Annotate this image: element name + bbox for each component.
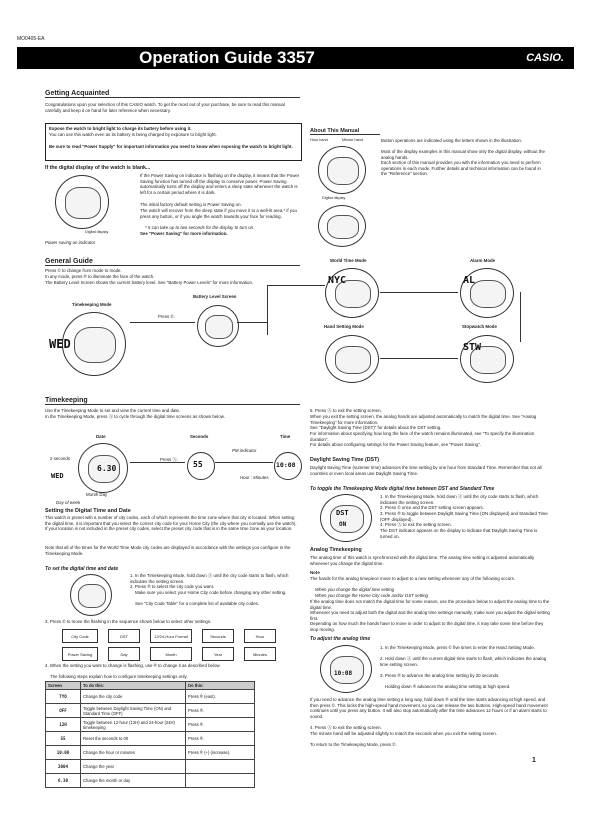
blank-note: * It can take up to two seconds for the display to turn on. bbox=[145, 225, 255, 230]
timekeeping-heading: Timekeeping bbox=[45, 397, 300, 405]
label-timekeeping-mode: Timekeeping Mode bbox=[72, 302, 112, 307]
arrow-to-wt bbox=[267, 285, 325, 286]
table-row bbox=[46, 774, 255, 788]
dst-sub-heading: To toggle the Timekeeping Mode digital time between DST and Standard Time bbox=[310, 486, 495, 492]
note-1a: When you change the digital time setting bbox=[315, 587, 395, 592]
watch-battery-screen bbox=[197, 305, 239, 347]
setting-step-4a: The following steps explain how to configure timekeeping settings only. bbox=[50, 674, 188, 679]
label-minute-hand: Minute hand bbox=[342, 138, 363, 142]
watch-time-screen bbox=[274, 452, 302, 480]
blank-bullet-1: The initial factory default setting is Power Saving on. bbox=[140, 202, 242, 207]
adjust-step-3b: If you need to advance the analog time setting a long way, hold down ® until the time starts advancing at high speed, and then press ©. This locks the high-speed hand movement, so you can release the two buttons. High-speed hand movement continues until you press any button. It will also stop automatically after the time advances 12 hours or if an alarm starts to sound. bbox=[310, 697, 548, 719]
adjust-step-4a: The minute hand will be adjusted slightly to match the seconds when you exit the setting screen. bbox=[310, 731, 497, 736]
getting-intro: Congratulations upon your selection of this CASIO watch. To get the most out of your purchase, be sure to read this manual carefully and keep it on hand for later reference when necessary. bbox=[45, 102, 285, 113]
watch-adjust-analog bbox=[320, 645, 372, 693]
general-bullet-1: Press © to change from mode to mode. bbox=[45, 268, 122, 273]
label-hour-minutes: Hour : Minutes bbox=[240, 475, 269, 480]
setting-step-4: 4. When the setting you want to change is flashing, use ® to change it as described below. bbox=[45, 663, 221, 668]
note-4: Depending on how much the hands have to move in order to adjust to the digital time, it may take some time before they stop moving. bbox=[310, 621, 544, 632]
table-cell-dothis: Press ® (+) (increase). bbox=[186, 746, 255, 760]
general-heading: General Guide bbox=[45, 258, 300, 266]
blank-text: If the Power Saving on indicator is flashing on the display, it means that the Power Saving function has turned off the display to conserve power. Power Saving automatically turns off the display and enters a sleep state whenever the watch is left for a certain period where it is dark. bbox=[140, 173, 300, 195]
adjust-step-2: 2. Hold down Ⓐ until the current digital time starts to flash, which indicates the analog time setting screen. bbox=[380, 656, 547, 667]
lcd-dst-on: ON bbox=[339, 521, 347, 528]
about-bullet-3: Each section of this manual provides you with the information you need to perform operations in each mode. Further details and technical information can be found in the "Reference" section. bbox=[381, 160, 541, 177]
arrow-sw-to-hs bbox=[380, 358, 458, 359]
table-cell-screen: OFF bbox=[46, 704, 81, 718]
label-digital-display: Digital display bbox=[85, 230, 109, 234]
seq-bot-3: Month bbox=[150, 647, 192, 661]
page-title: Operation Guide 3357 bbox=[139, 48, 315, 67]
table-cell-dothis: Press ®. bbox=[186, 718, 255, 732]
watch-illustration-about bbox=[318, 146, 366, 194]
table-cell-dothis: Press ® (east). bbox=[186, 690, 255, 704]
table-cell-todo: Change the hour or minutes bbox=[81, 746, 186, 760]
note-1b: When you change the Home City code and/or DST setting bbox=[315, 593, 428, 598]
label-power-saving-indicator: Power saving on indicator bbox=[45, 240, 96, 245]
label-press-c: Press ©. bbox=[158, 314, 175, 319]
setting-sub-heading: To set the digital time and date bbox=[45, 566, 119, 572]
watch-alarm bbox=[460, 268, 514, 318]
lcd-time: 10:08 bbox=[276, 461, 296, 469]
connector-line bbox=[237, 322, 267, 323]
table-row bbox=[46, 746, 255, 760]
note-1: The hands for the analog timepiece move to adjust to a new setting whenever any of the following occurs. bbox=[310, 576, 516, 581]
label-2-seconds: 2 seconds bbox=[50, 456, 71, 461]
watch-world-time bbox=[325, 268, 379, 318]
page-number: 1 bbox=[532, 757, 536, 764]
about-bullet-1: Button operations are indicated using the letters shown in the illustration. bbox=[381, 138, 523, 143]
right-bullet-4: For details about configuring settings for the Power Saving feature, see "Power Saving". bbox=[310, 442, 481, 447]
seq-bot-4: Year bbox=[202, 647, 234, 661]
dst-text: Daylight Saving Time (summer time) advances the time setting by one hour from Standard Time. Remember that not all countries or even local areas use Daylight Saving Time. bbox=[310, 465, 542, 476]
seq-bot-2: Day bbox=[108, 647, 140, 661]
watch-illustration-about-2 bbox=[318, 205, 366, 247]
seq-top-1: City Code bbox=[62, 629, 98, 643]
connector-right bbox=[520, 292, 521, 342]
adjust-step-4b: To return to the Timekeeping Mode, press ©. bbox=[310, 742, 397, 747]
label-stopwatch-mode: Stopwatch Mode bbox=[462, 324, 497, 329]
watch-stopwatch bbox=[460, 335, 514, 383]
table-cell-todo: Change the city code bbox=[81, 690, 186, 704]
arrow-to-battery bbox=[130, 322, 195, 323]
arrow-date-to-seconds bbox=[130, 462, 185, 463]
lcd-world-time: NYC bbox=[328, 275, 347, 286]
right-bullet-3: For information about specifying how long the face of the watch remains illuminated, see "To specify the illumination duration". bbox=[310, 431, 535, 442]
adjust-step-4: 4. Press Ⓐ to exit the setting screen. bbox=[310, 725, 382, 730]
table-header-screen: Screen bbox=[46, 682, 81, 690]
table-cell-dothis bbox=[186, 774, 255, 788]
label-day-of-week: Day of week bbox=[56, 500, 81, 505]
lcd-dst: DST bbox=[336, 509, 349, 517]
table-cell-screen: 55 bbox=[46, 732, 81, 746]
label-hour-hand: Hour hand bbox=[310, 138, 328, 142]
label-pm-indicator: PM indicator bbox=[232, 448, 257, 453]
table-header-dothis: Do this: bbox=[186, 682, 255, 690]
label-press-a: Press Ⓐ. bbox=[160, 457, 179, 462]
dst-step-2: 2. Press © once and the DST setting screen appears. bbox=[380, 505, 484, 510]
table-header-row bbox=[46, 682, 255, 690]
seq-top-2: DST bbox=[108, 629, 140, 643]
note-3: Whenever you need to adjust both the digital and the analog time settings manually, make sure you adjust the digital setting first. bbox=[310, 610, 550, 621]
note-2: If the analog time does not match the digital time for some reason, use the procedure below to adjust the analog time to the digital time. bbox=[310, 599, 550, 610]
seq-top-5: Hour bbox=[244, 629, 276, 643]
note-label: Note bbox=[310, 570, 320, 575]
dst-step-5: The DST indicator appears on the display to indicate that Daylight Saving Time is turned on. bbox=[380, 528, 538, 539]
analog-heading: Analog Timekeeping bbox=[310, 547, 362, 553]
seq-top-4: Seconds bbox=[202, 629, 234, 643]
watch-illustration-power-saving bbox=[55, 175, 109, 229]
adjust-step-3: 3. Press ® to advance the analog time setting by 20 seconds. bbox=[380, 673, 500, 678]
label-about-digital-display: Digital display bbox=[322, 196, 346, 200]
title-banner bbox=[17, 47, 574, 69]
blank-see: See "Power Saving" for more information. bbox=[140, 231, 228, 236]
table-cell-screen: 10:08 bbox=[46, 746, 81, 760]
dst-step-4: 4. Press Ⓐ to exit the setting screen. bbox=[380, 522, 452, 527]
timekeeping-intro: Use the Timekeeping Mode to set and view the current time and date. bbox=[45, 408, 181, 413]
charge-notice-line: You can use this watch even as its battery is being charged by exposure to bright light. bbox=[49, 132, 217, 137]
table-row bbox=[46, 690, 255, 704]
label-alarm-mode: Alarm Mode bbox=[470, 258, 496, 263]
watch-hand-setting bbox=[325, 335, 379, 383]
label-time: Time bbox=[280, 434, 291, 439]
table-cell-todo: Change the year bbox=[81, 760, 186, 774]
about-bullet-2: Most of the display examples in this manual show only the digital display, without the analog hands. bbox=[381, 149, 545, 160]
brand-logo: CASIO. bbox=[526, 52, 564, 64]
setting-step-1: 1. In the Timekeeping Mode, hold down Ⓐ until the city code starts to flash, which indicates the setting screen. bbox=[130, 573, 289, 584]
label-battery-screen: Battery Level Screen bbox=[193, 294, 237, 299]
lcd-alarm: AL bbox=[463, 275, 476, 286]
blank-heading: If the digital display of the watch is blank... bbox=[45, 165, 151, 171]
adjust-sub-heading: To adjust the analog time bbox=[310, 636, 371, 642]
right-step-5: 5. Press Ⓐ to exit the setting screen. bbox=[310, 408, 382, 413]
table-header-todo: To do this: bbox=[81, 682, 186, 690]
label-hand-setting-mode: Hand Setting Mode bbox=[324, 324, 364, 329]
table-cell-screen: 12H bbox=[46, 718, 81, 732]
watch-setting bbox=[70, 574, 112, 616]
label-seconds: Seconds bbox=[190, 434, 209, 439]
table-row bbox=[46, 760, 255, 774]
table-cell-todo: Toggle between Daylight Saving Time (ON) and Standard Time (OFF) bbox=[81, 704, 186, 718]
watch-dst bbox=[320, 494, 372, 542]
general-bullet-3: The Battery Level Screen shows the current battery level. See "Battery Power Levels" for more information. bbox=[45, 280, 254, 285]
lcd-day-of-week: WED bbox=[51, 472, 64, 480]
watch-timekeeping-mode bbox=[49, 312, 126, 376]
table-row bbox=[46, 704, 255, 718]
lcd-analog: 10:08 bbox=[334, 670, 353, 677]
seq-bot-5: Minutes bbox=[244, 647, 276, 661]
table-cell-dothis: Press ®. bbox=[186, 732, 255, 746]
general-bullet-2: In any mode, press ® to illuminate the face of the watch. bbox=[45, 274, 155, 279]
setting-step-2a: Make sure you select your Home City code before changing any other setting. bbox=[135, 590, 287, 595]
seq-top-3: 12/24-Hour Format bbox=[150, 629, 192, 643]
lcd-date: 6.30 bbox=[97, 464, 117, 473]
table-row bbox=[46, 718, 255, 732]
setting-heading: Setting the Digital Time and Date bbox=[45, 508, 131, 514]
table-cell-dothis bbox=[186, 760, 255, 774]
dst-step-1: 1. In the Timekeeping Mode, hold down Ⓐ until the city code starts to flash, which indicates the setting screen. bbox=[380, 494, 539, 505]
label-world-time-mode: World Time Mode bbox=[330, 258, 367, 263]
blank-bullet-2: The watch will recover from the sleep state if you move it to a well-lit area,* if you press any button, or if you angle the watch towards your face for reading. bbox=[140, 208, 297, 219]
arrow-wt-to-alarm bbox=[380, 292, 458, 293]
timekeeping-bullet-1: In the Timekeeping Mode, press Ⓐ to cycle through the digital time screens as shown below. bbox=[45, 414, 225, 419]
setting-text: This watch is preset with a number of city codes, each of which represents the time zone where that city is located. When setting the digital time, it is important that you select the correct city code for your Home City (the city where you normally use the watch). If your location is not included in the preset city codes, select the preset city code that is in the same time zone as your location. bbox=[45, 515, 297, 532]
table-cell-screen: TYO bbox=[46, 690, 81, 704]
setting-step-3: 3. Press © to move the flashing in the sequence shown below to select other settings. bbox=[45, 619, 212, 624]
right-bullet-1: When you exit the setting screen, the analog hands are adjusted automatically to match the digital time. See "Analog Timekeeping" for more information. bbox=[310, 414, 537, 425]
table-cell-dothis: Press ®. bbox=[186, 704, 255, 718]
doc-code: MO0405-EA bbox=[17, 36, 45, 42]
settings-table bbox=[45, 681, 255, 788]
lcd-stopwatch: STW bbox=[463, 342, 482, 353]
charge-notice-title: Expose the watch to bright light to charge its battery before using it. bbox=[49, 126, 192, 131]
dst-step-3: 3. Press ® to toggle between Daylight Saving Time (ON displayed) and Standard Time (OFF displayed). bbox=[380, 511, 548, 522]
setting-step-2: 2. Press ® to select the city code you want. bbox=[130, 584, 215, 589]
adjust-step-3a: Holding down ® advances the analog time setting at high speed. bbox=[385, 684, 511, 689]
table-cell-screen: 6.30 bbox=[46, 774, 81, 788]
adjust-step-1: 1. In the Timekeeping Mode, press © five times to enter the Hand Setting Mode. bbox=[380, 645, 536, 650]
watch-seconds-screen bbox=[187, 452, 215, 480]
table-cell-todo: Toggle between 12-hour (12H) and 24-hour (24H) timekeeping bbox=[81, 718, 186, 732]
table-row bbox=[46, 732, 255, 746]
charge-notice-bullet: Be sure to read "Power Supply" for important information you need to know when exposing the watch to bright light. bbox=[49, 144, 293, 149]
lcd-timekeeping-day: WED bbox=[49, 337, 71, 351]
label-month-day: Month Day bbox=[86, 492, 108, 497]
getting-heading: Getting Acquainted bbox=[45, 90, 300, 98]
about-heading: About This Manual bbox=[310, 128, 380, 135]
analog-text: The analog time of this watch is synchronized with the digital time. The analog time setting is adjusted automatically whenever you change the digital time. bbox=[310, 555, 535, 566]
lcd-seconds: 55 bbox=[193, 460, 203, 469]
setting-bullet-1: Note that all of the times for the World Time Mode city codes are displayed in accordance with the settings you configure in the Timekeeping Mode. bbox=[45, 545, 291, 556]
table-cell-todo: Reset the seconds to 00 bbox=[81, 732, 186, 746]
setting-step-2b: See "City Code Table" for a complete list of available city codes. bbox=[135, 601, 260, 606]
seq-bot-1: Power Saving bbox=[62, 647, 98, 661]
table-cell-screen: 2004 bbox=[46, 760, 81, 774]
label-date: Date bbox=[96, 434, 106, 439]
connector-vertical bbox=[267, 285, 268, 335]
right-bullet-2: See "Daylight Saving Time (DST)" for details about the DST setting. bbox=[310, 425, 442, 430]
charge-notice-box bbox=[45, 123, 302, 161]
arrow-seconds-to-time bbox=[215, 462, 273, 463]
table-cell-todo: Change the month or day bbox=[81, 774, 186, 788]
dst-heading: Daylight Saving Time (DST) bbox=[310, 457, 380, 463]
